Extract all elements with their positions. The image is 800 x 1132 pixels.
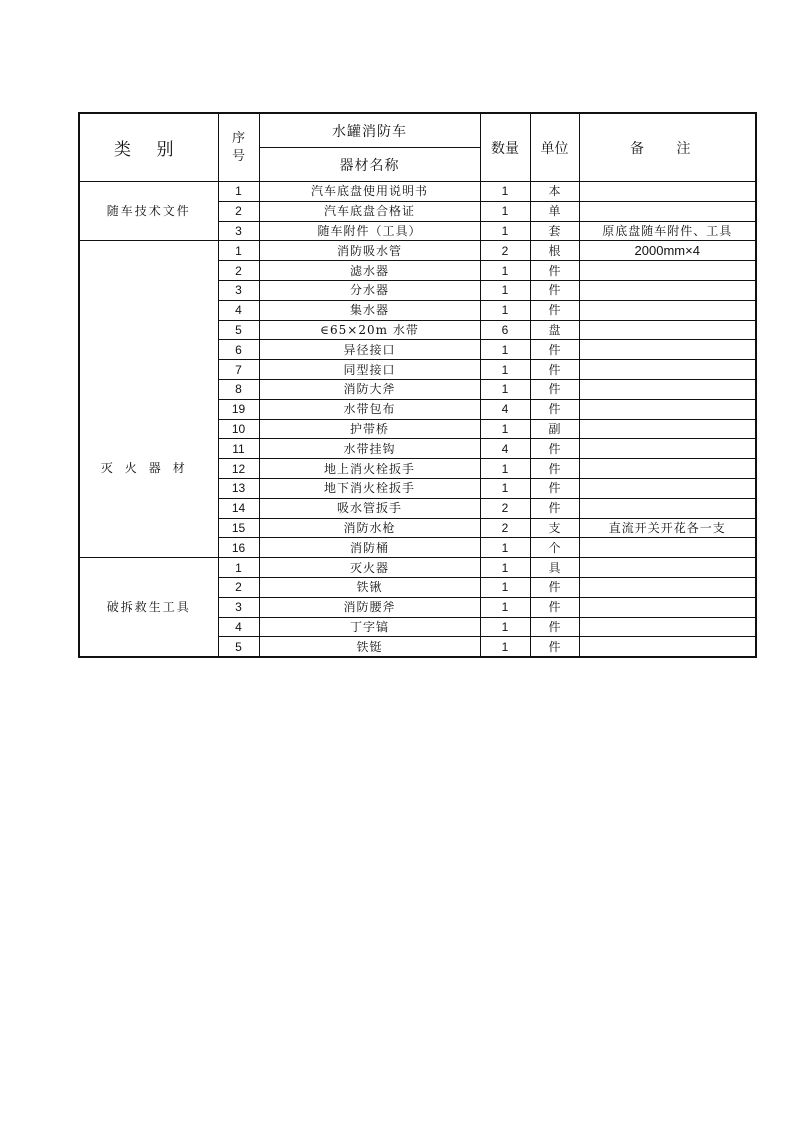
- item-name: 集水器: [259, 300, 480, 320]
- row-number: 3: [218, 221, 259, 241]
- header-no: [218, 113, 259, 182]
- row-number: 5: [218, 320, 259, 340]
- item-remark: [579, 261, 756, 281]
- row-number: 8: [218, 379, 259, 399]
- item-qty: 1: [480, 340, 530, 360]
- item-name: 铁铤: [259, 637, 480, 657]
- row-number: 2: [218, 577, 259, 597]
- table-row: [79, 241, 756, 261]
- row-number: 3: [218, 597, 259, 617]
- item-unit: 本: [530, 182, 579, 202]
- item-remark: [579, 280, 756, 300]
- item-qty: 1: [480, 637, 530, 657]
- equipment-table: [78, 112, 757, 658]
- item-unit: 单: [530, 201, 579, 221]
- row-number: 1: [218, 182, 259, 202]
- header-remark: 备 注: [579, 113, 756, 182]
- item-remark: [579, 498, 756, 518]
- item-remark: 2000mm×4: [579, 241, 756, 261]
- item-remark: [579, 182, 756, 202]
- item-name: 地上消火栓扳手: [259, 459, 480, 479]
- item-qty: 4: [480, 439, 530, 459]
- item-unit: 件: [530, 261, 579, 281]
- item-name: ∈65×20m 水带: [259, 320, 480, 340]
- header-category: 类 别: [79, 113, 218, 182]
- row-number: 14: [218, 498, 259, 518]
- header-qty: 数量: [480, 113, 530, 182]
- item-qty: 1: [480, 617, 530, 637]
- header-item-name: 器材名称: [259, 148, 480, 182]
- header-vehicle: 水罐消防车: [259, 113, 480, 148]
- item-name: 分水器: [259, 280, 480, 300]
- item-qty: 1: [480, 597, 530, 617]
- header-unit: 单位: [530, 113, 579, 182]
- item-name: 消防吸水管: [259, 241, 480, 261]
- item-name: 消防大斧: [259, 379, 480, 399]
- item-qty: 4: [480, 399, 530, 419]
- item-name: 消防腰斧: [259, 597, 480, 617]
- item-unit: 件: [530, 360, 579, 380]
- row-number: 7: [218, 360, 259, 380]
- item-remark: [579, 201, 756, 221]
- table-row: [79, 558, 756, 578]
- item-unit: 件: [530, 637, 579, 657]
- item-remark: [579, 300, 756, 320]
- item-name: 异径接口: [259, 340, 480, 360]
- item-unit: 支: [530, 518, 579, 538]
- item-name: 吸水管扳手: [259, 498, 480, 518]
- row-number: 4: [218, 300, 259, 320]
- item-unit: 件: [530, 439, 579, 459]
- item-qty: 1: [480, 201, 530, 221]
- item-qty: 2: [480, 241, 530, 261]
- item-unit: 盘: [530, 320, 579, 340]
- item-qty: 1: [480, 558, 530, 578]
- item-qty: 1: [480, 300, 530, 320]
- item-unit: 件: [530, 577, 579, 597]
- item-remark: [579, 597, 756, 617]
- item-name: 汽车底盘合格证: [259, 201, 480, 221]
- item-name: 灭火器: [259, 558, 480, 578]
- item-remark: 直流开关开花各一支: [579, 518, 756, 538]
- row-number: 2: [218, 261, 259, 281]
- item-remark: 原底盘随车附件、工具: [579, 221, 756, 241]
- item-unit: 套: [530, 221, 579, 241]
- item-qty: 1: [480, 221, 530, 241]
- item-unit: 具: [530, 558, 579, 578]
- item-name: 铁锹: [259, 577, 480, 597]
- item-qty: 1: [480, 379, 530, 399]
- row-number: 13: [218, 478, 259, 498]
- row-number: 4: [218, 617, 259, 637]
- item-unit: 件: [530, 617, 579, 637]
- item-name: 消防水枪: [259, 518, 480, 538]
- item-qty: 2: [480, 498, 530, 518]
- row-number: 6: [218, 340, 259, 360]
- item-qty: 1: [480, 478, 530, 498]
- row-number: 15: [218, 518, 259, 538]
- item-unit: 件: [530, 597, 579, 617]
- item-name: 汽车底盘使用说明书: [259, 182, 480, 202]
- row-number: 11: [218, 439, 259, 459]
- item-qty: 1: [480, 459, 530, 479]
- item-remark: [579, 360, 756, 380]
- item-remark: [579, 419, 756, 439]
- item-remark: [579, 439, 756, 459]
- item-name: 随车附件（工具）: [259, 221, 480, 241]
- item-name: 水带挂钩: [259, 439, 480, 459]
- item-remark: [579, 379, 756, 399]
- item-unit: 件: [530, 478, 579, 498]
- item-unit: 件: [530, 399, 579, 419]
- row-number: 12: [218, 459, 259, 479]
- item-name: 地下消火栓扳手: [259, 478, 480, 498]
- item-unit: 件: [530, 498, 579, 518]
- category-documents: 随车技术文件: [79, 182, 218, 241]
- item-qty: 1: [480, 577, 530, 597]
- item-name: 消防桶: [259, 538, 480, 558]
- item-name: 护带桥: [259, 419, 480, 439]
- item-name: 滤水器: [259, 261, 480, 281]
- header-no-text: 序号: [231, 130, 245, 164]
- item-unit: 件: [530, 379, 579, 399]
- item-unit: 件: [530, 459, 579, 479]
- table-row: [79, 182, 756, 202]
- item-qty: 1: [480, 261, 530, 281]
- item-unit: 件: [530, 340, 579, 360]
- item-unit: 个: [530, 538, 579, 558]
- item-unit: 件: [530, 280, 579, 300]
- item-remark: [579, 340, 756, 360]
- category-rescue-tools: 破拆救生工具: [79, 558, 218, 657]
- row-number: 1: [218, 558, 259, 578]
- item-remark: [579, 399, 756, 419]
- item-name: 同型接口: [259, 360, 480, 380]
- item-name: 水带包布: [259, 399, 480, 419]
- item-remark: [579, 617, 756, 637]
- item-qty: 1: [480, 360, 530, 380]
- row-number: 19: [218, 399, 259, 419]
- item-remark: [579, 577, 756, 597]
- row-number: 16: [218, 538, 259, 558]
- item-remark: [579, 478, 756, 498]
- item-name: 丁字镐: [259, 617, 480, 637]
- row-number: 1: [218, 241, 259, 261]
- item-remark: [579, 637, 756, 657]
- item-remark: [579, 538, 756, 558]
- item-unit: 副: [530, 419, 579, 439]
- item-unit: 根: [530, 241, 579, 261]
- item-qty: 2: [480, 518, 530, 538]
- item-qty: 1: [480, 280, 530, 300]
- row-number: 5: [218, 637, 259, 657]
- item-qty: 1: [480, 182, 530, 202]
- item-unit: 件: [530, 300, 579, 320]
- row-number: 3: [218, 280, 259, 300]
- row-number: 2: [218, 201, 259, 221]
- item-qty: 1: [480, 538, 530, 558]
- category-firefighting-equipment: 灭火器材: [79, 241, 218, 558]
- item-remark: [579, 459, 756, 479]
- item-remark: [579, 320, 756, 340]
- item-remark: [579, 558, 756, 578]
- item-qty: 6: [480, 320, 530, 340]
- row-number: 10: [218, 419, 259, 439]
- item-qty: 1: [480, 419, 530, 439]
